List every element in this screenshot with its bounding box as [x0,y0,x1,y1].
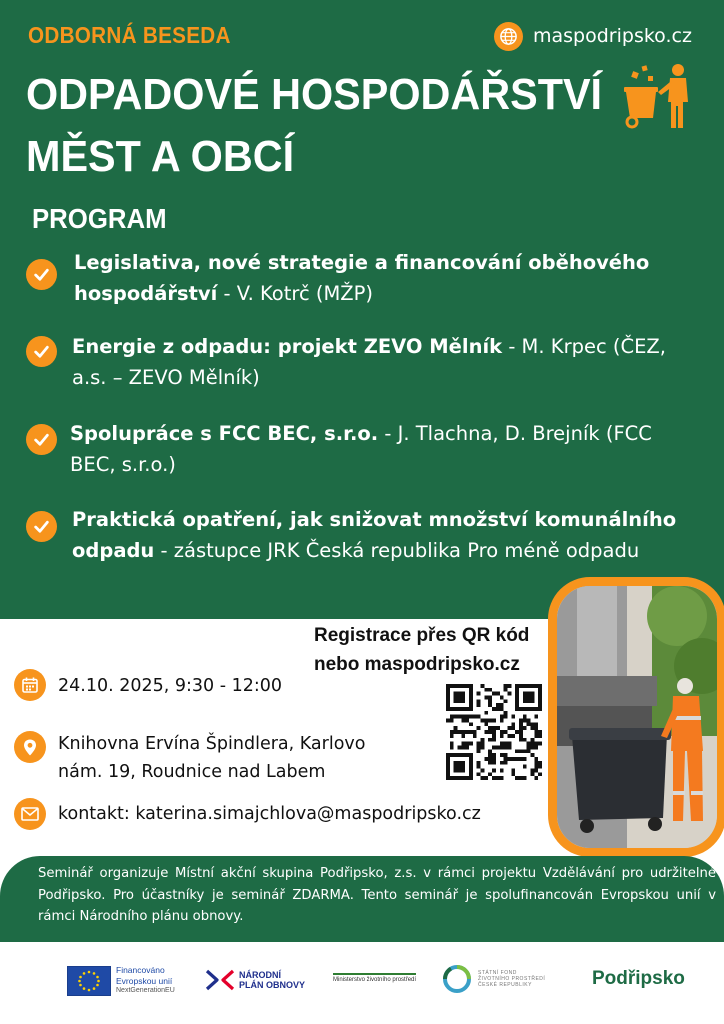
eu-logo-line-3: NextGenerationEU [116,987,175,994]
registration-line-1: Registrace přes QR kód [314,625,530,646]
sfzp-logo-text [478,970,545,988]
program-item-text [72,331,702,393]
sfzp-ring-icon [442,964,472,994]
program-item-speaker: - zástupce JRK Česká republika Pro méně odpadu [154,539,640,562]
contact-row [14,798,481,830]
event-place-line-2: nám. 19, Roudnice nad Labem [58,762,326,782]
title-line-2: MĚST A OBCÍ [26,132,295,181]
event-place-line-1: Knihovna Ervína Špindlera, Karlovo [58,734,366,754]
qr-code[interactable] [446,684,542,780]
eu-logo-line-1: Financováno [116,965,165,975]
website-text: maspodripsko.cz [533,25,692,47]
eu-logo [67,965,175,997]
podripsko-logo-text: Podřipsko [592,968,685,989]
program-item-speaker: - V. Kotrč (MŽP) [217,282,374,305]
program-item-text [72,504,682,566]
website-link[interactable] [494,21,692,51]
npo-logo [205,967,305,993]
event-place-row [14,730,365,786]
npo-logo-text [239,970,305,990]
title-line-1: ODPADOVÉ HOSPODÁŘSTVÍ [26,70,603,119]
eu-logo-text [116,965,175,997]
program-item-topic: Legislativa, nové strategie a financování oběhového hospodářství [74,251,650,305]
mzp-logo-text: Ministerstvo životního prostředí [333,973,416,983]
program-item-topic: Praktická opatření, jak snižovat množství komunálního odpadu [72,508,677,562]
program-item-topic: Energie z odpadu: projekt ZEVO Mělník [72,335,503,358]
program-item-text [74,247,704,309]
program-item-speaker: - M. Krpec (ČEZ, a.s. – ZEVO Mělník) [72,335,666,389]
eu-logo-line-2: Evropskou unií [116,975,173,986]
program-item-text [70,418,700,480]
eu-flag-icon [67,966,111,996]
sfzp-logo [442,964,545,994]
check-icon [26,336,57,367]
podripsko-logo [592,968,685,990]
event-kicker: ODBORNÁ BESEDA [28,22,231,48]
sfzp-logo-line-3: ČESKÉ REPUBLIKY [478,982,532,988]
location-icon [14,731,46,763]
npo-arrows-icon [205,967,235,993]
mail-icon [14,798,46,830]
calendar-icon [14,669,46,701]
program-heading: PROGRAM [32,203,167,234]
npo-logo-line-1: NÁRODNÍ [239,970,281,980]
npo-logo-line-2: PLÁN OBNOVY [239,980,306,990]
sfzp-logo-line-2: ŽIVOTNÍHO PROSTŘEDÍ [478,976,546,982]
page-title [26,64,602,188]
globe-icon [494,22,523,51]
check-icon [26,511,57,542]
sfzp-logo-line-1: STÁTNÍ FOND [478,970,517,976]
waste-worker-icon [622,62,694,130]
check-icon [26,259,57,290]
event-date-row [14,669,282,701]
waste-collection-photo [548,577,724,857]
check-icon [26,424,57,455]
program-item-speaker: - J. Tlachna, D. Brejník (FCC BEC, s.r.o.) [70,422,652,476]
event-datetime: 24.10. 2025, 9:30 - 12:00 [58,676,283,696]
registration-line-2[interactable]: nebo maspodripsko.cz [314,654,520,675]
mzp-logo [333,973,416,983]
event-place [58,730,365,786]
program-item-topic: Spolupráce s FCC BEC, s.r.o. [70,422,379,445]
partner-logos [0,955,724,1015]
registration-note [314,621,529,679]
footer-note: Seminář organizuje Místní akční skupina Podřipsko, z.s. v rámci projektu Vzdělávání pro udržitelné Podřipsko. Pro účastníky je seminář ZDARMA. Tento seminář je spolufinancován Evropskou unií v rámci Národního plánu obnovy. [38,866,716,924]
contact-email[interactable]: kontakt: katerina.simajchlova@maspodripsko.cz [58,804,481,824]
